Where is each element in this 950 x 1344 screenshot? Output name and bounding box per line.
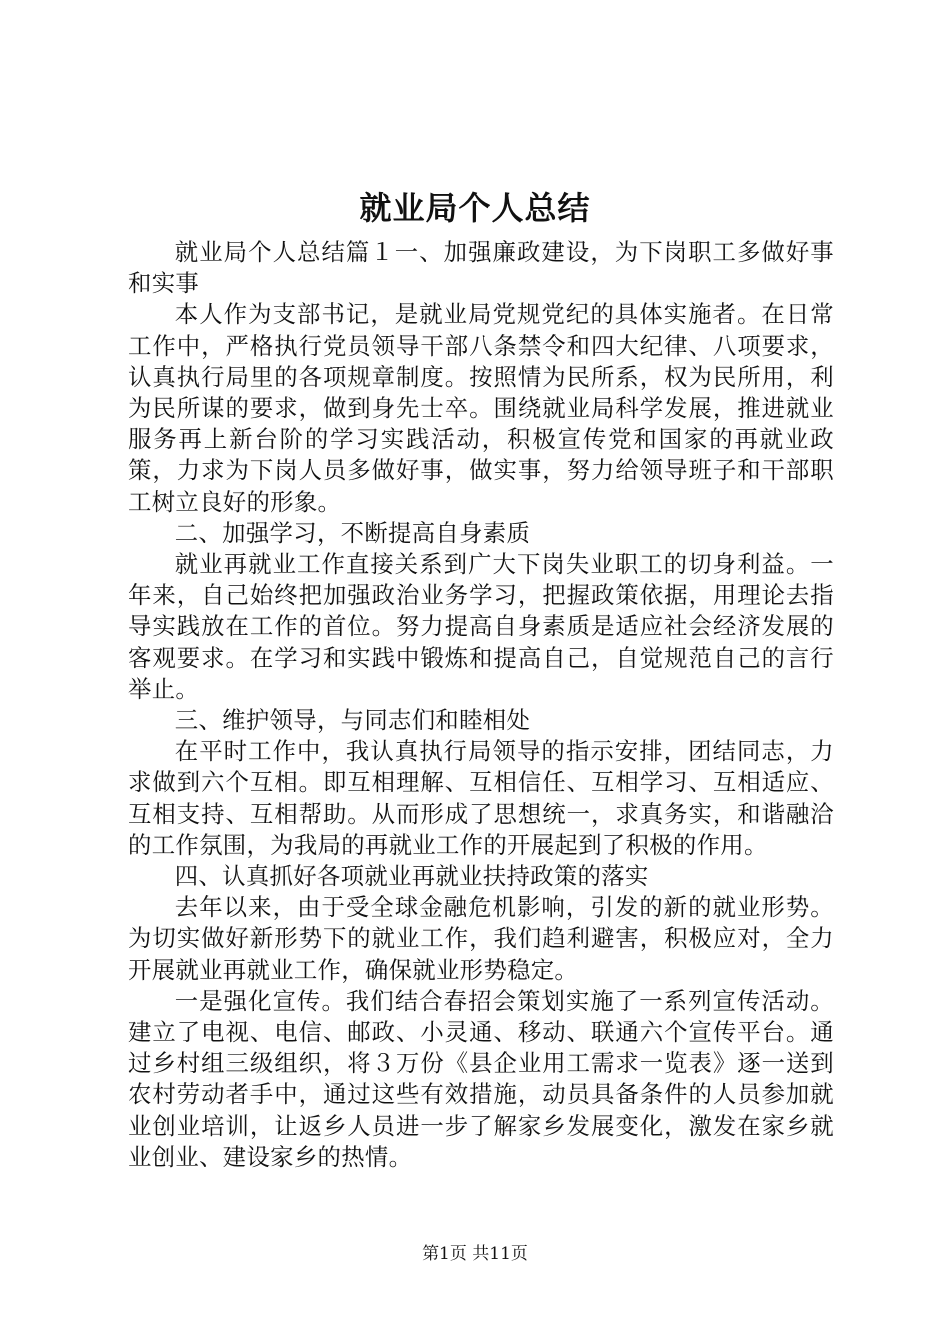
paragraph-intro-heading: 就业局个人总结篇１一、加强廉政建设，为下岗职工多做好事和实事 (128, 238, 834, 298)
document-title: 就业局个人总结 (359, 189, 591, 227)
section-heading: 二、加强学习，不断提高自身素质 (174, 518, 531, 547)
section-heading: 四、认真抓好各项就业再就业扶持政策的落实 (174, 862, 649, 891)
page-indicator: 第1页 共11页 (422, 1244, 528, 1264)
document-body (128, 237, 834, 1173)
paragraph: 一是强化宣传。我们结合春招会策划实施了一系列宣传活动。建立了电视、电信、邮政、小灵通、移动、联通六个宣传平台。通过乡村组三级组织，将３万份《县企业用工需求一览表》逐一送到农村劳动者手中，通过这些有效措施，动员具备条件的人员参加就业创业培训，让返乡人员进一步了解家乡发展变化，激发在家乡就业创业、建设家乡的热情。 (128, 986, 834, 1171)
paragraph: 就业再就业工作直接关系到广大下岗失业职工的切身利益。一年来，自己始终把加强政治业务学习，把握政策依据，用理论去指导实践放在工作的首位。努力提高自身素质是适应社会经济发展的客观要求。在学习和实践中锻炼和提高自己，自觉规范自己的言行举止。 (128, 550, 834, 703)
paragraph: 去年以来，由于受全球金融危机影响，引发的新的就业形势。为切实做好新形势下的就业工作，我们趋利避害，积极应对，全力开展就业再就业工作，确保就业形势稳定。 (128, 893, 834, 984)
paragraph: 本人作为支部书记，是就业局党规党纪的具体实施者。在日常工作中，严格执行党员领导干部八条禁令和四大纪律、八项要求，认真执行局里的各项规章制度。按照情为民所系，权为民所用，利为民所谋的要求，做到身先士卒。围绕就业局科学发展，推进就业服务再上新台阶的学习实践活动，积极宣传党和国家的再就业政策，力求为下岗人员多做好事，做实事，努力给领导班子和干部职工树立良好的形象。 (128, 300, 834, 516)
paragraph: 在平时工作中，我认真执行局领导的指示安排，团结同志，力求做到六个互相。即互相理解、互相信任、互相学习、互相适应、互相支持、互相帮助。从而形成了思想统一，求真务实，和谐融洽的工作氛围，为我局的再就业工作的开展起到了积极的作用。 (128, 737, 834, 859)
section-heading: 三、维护领导，与同志们和睦相处 (174, 706, 531, 735)
